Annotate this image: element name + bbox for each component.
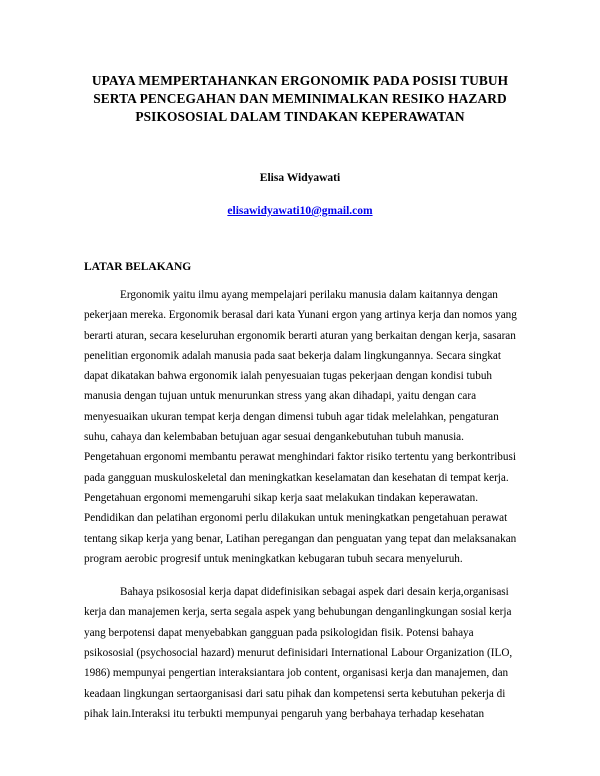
text-line: penelitian ergonomik adalah manusia pada saat bekerja dalam lingkungannya. Secara singkat	[84, 349, 502, 362]
text-line: keadaan lingkungan sertaorganisasi dari satu pihak dan kompetensi serta kebutuhan pekerja di	[84, 687, 506, 700]
text-line: manusia dengan tujuan untuk menurunkan stress yang akan dihadapi, yaitu dengan cara	[84, 390, 477, 403]
text-line: Pendidikan dan pelatihan ergonomi perlu dilakukan untuk meningkatkan pengetahuan perawat	[84, 512, 508, 525]
text-line: suhu, cahaya dan kelembaban betujuan agar sesuai dengankebutuhan tubuh manusia.	[84, 431, 464, 444]
text-line: psikososial (psychosocial hazard) menurut definisidari International Labour Organization (ILO,	[84, 647, 513, 660]
paragraph-2	[84, 582, 516, 724]
text-line: Ergonomik yaitu ilmu ayang mempelajari perilaku manusia dalam kaitannya dengan	[120, 289, 498, 301]
text-line: kerja dan manajemen kerja, serta segala aspek yang behubungan denganlingkungan sosial kerja	[84, 606, 512, 619]
text-line: Pengetahuan ergonomi memengaruhi sikap kerja saat melakukan tindakan keperawatan.	[84, 491, 479, 504]
paragraph-1	[84, 285, 516, 569]
text-line: program aerobic progresif untuk meningkatkan kebugaran tubuh secara menyeluruh.	[84, 552, 463, 565]
title-line: PSIKOSOSIAL DALAM TINDAKAN KEPERAWATAN	[135, 109, 465, 124]
section-heading: LATAR BELAKANG	[84, 261, 192, 273]
title-line: UPAYA MEMPERTAHANKAN ERGONOMIK PADA POSISI TUBUH	[91, 73, 509, 88]
title-line: SERTA PENCEGAHAN DAN MEMINIMALKAN RESIKO HAZARD	[93, 91, 507, 106]
author-name: Elisa Widyawati	[259, 172, 341, 184]
text-line: menyesuaikan ukuran tempat kerja dengan dimensi tubuh agar tidak melelahkan, pengaturan	[84, 410, 499, 423]
text-line: Bahaya psikososial kerja dapat didefinisikan sebagai aspek dari desain kerja,organisasi	[120, 586, 509, 599]
text-line: Pengetahuan ergonomi membantu perawat menghindari faktor risiko tertentu yang berkontribusi	[84, 451, 516, 464]
paper-title	[84, 72, 516, 126]
author-email	[84, 204, 516, 219]
text-line: berarti aturan, secara keseluruhan ergonomik berarti aturan yang berkaitan dengan kerja, sasaran	[84, 329, 516, 342]
text-line: yang berpotensi dapat menyebabkan gangguan pada psikologidan fisik. Potensi bahaya	[84, 626, 474, 639]
text-line: dapat dikatakan bahwa ergonomik ialah penyesuaian tugas pekerjaan dengan kondisi tubuh	[84, 370, 493, 383]
text-line: pihak lain.Interaksi itu terbukti mempunyai pengaruh yang berbahaya terhadap kesehatan	[84, 707, 485, 720]
text-line: tentang sikap kerja yang benar, Latihan peregangan dan penguatan yang tepat dan melaksanakan	[84, 532, 517, 545]
text-line: pada gangguan muskuloskeletal dan meningkatkan keselamatan dan kesehatan di tempat kerja.	[84, 471, 509, 484]
email-link[interactable]: elisawidyawati10@gmail.com	[227, 205, 373, 217]
text-line: pekerjaan mereka. Ergonomik berasal dari kata Yunani ergon yang artinya kerja dan nomos yang	[84, 309, 517, 322]
text-line: 1986) mempunyai pengertian interaksiantara job content, organisasi kerja dan manajemen, dan	[84, 667, 509, 680]
